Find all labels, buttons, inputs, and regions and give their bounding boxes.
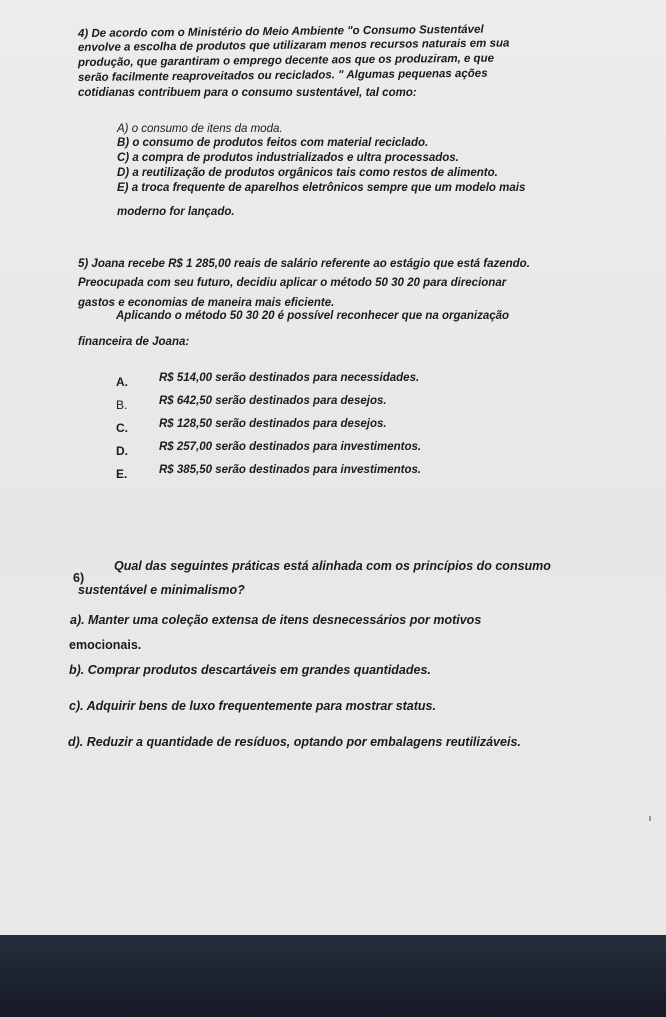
q6-number: 6) [73, 571, 85, 585]
q5-option-a-letter: A. [116, 375, 128, 389]
q5-option-c-letter: C. [116, 421, 128, 435]
q6-option-b: b). Comprar produtos descartáveis em grandes quantidades. [69, 663, 431, 677]
q5-option-d-letter: D. [116, 444, 128, 458]
q5-option-c-text: R$ 128,50 serão destinados para desejos. [159, 418, 387, 430]
q5-line-4: Aplicando o método 50 30 20 é possível reconhecer que na organização [116, 310, 510, 322]
q5-line-3: gastos e economias de maneira mais eficiente. [78, 297, 335, 309]
q4-line-5: cotidianas contribuem para o consumo sustentável, tal como: [78, 87, 417, 99]
q4-line-4: serão facilmente reaproveitados ou reciclados. " Algumas pequenas ações [77, 67, 488, 84]
q6-option-a: a). Manter uma coleção extensa de itens desnecessários por motivos [70, 613, 482, 627]
q4-option-e-cont: moderno for lançado. [117, 206, 235, 218]
q6-option-d: d). Reduzir a quantidade de resíduos, optando por embalagens reutilizáveis. [68, 735, 521, 749]
q4-option-b: B) o consumo de produtos feitos com material reciclado. [117, 137, 429, 149]
q4-option-a: A) o consumo de itens da moda. [117, 123, 283, 135]
pencil-mark [649, 816, 651, 821]
q4-line-2: envolve a escolha de produtos que utilizaram menos recursos naturais em sua [77, 37, 510, 54]
q4-line-3: produção, que garantiram o emprego decente aos que os produziram, e que [77, 52, 495, 69]
q4-option-c: C) a compra de produtos industrializados e ultra processados. [117, 152, 459, 164]
q4-option-e: E) a troca frequente de aparelhos eletrônicos sempre que um modelo mais [117, 182, 526, 194]
q5-line-1: 5) Joana recebe R$ 1 285,00 reais de salário referente ao estágio que está fazendo. [78, 258, 530, 270]
q5-option-b-letter: B. [116, 398, 128, 412]
q4-option-d: D) a reutilização de produtos orgânicos tais como restos de alimento. [117, 167, 498, 179]
q6-line-1: Qual das seguintes práticas está alinhada com os princípios do consumo [114, 559, 551, 573]
q6-option-c: c). Adquirir bens de luxo frequentemente para mostrar status. [69, 699, 436, 713]
q5-option-e-text: R$ 385,50 serão destinados para investimentos. [159, 464, 422, 476]
q6-option-a-cont: emocionais. [69, 638, 142, 652]
q5-line-2: Preocupada com seu futuro, decidiu aplicar o método 50 30 20 para direcionar [78, 277, 507, 289]
desk-background [0, 935, 666, 1017]
q5-option-d-text: R$ 257,00 serão destinados para investimentos. [159, 441, 422, 453]
q5-option-a-text: R$ 514,00 serão destinados para necessidades. [159, 372, 420, 384]
q6-line-2: sustentável e minimalismo? [78, 583, 245, 597]
q5-option-e-letter: E. [116, 467, 128, 481]
q5-line-5: financeira de Joana: [78, 336, 190, 348]
q4-line-1: 4) De acordo com o Ministério do Meio Ambiente "o Consumo Sustentável [77, 23, 484, 40]
q5-option-b-text: R$ 642,50 serão destinados para desejos. [159, 395, 387, 407]
